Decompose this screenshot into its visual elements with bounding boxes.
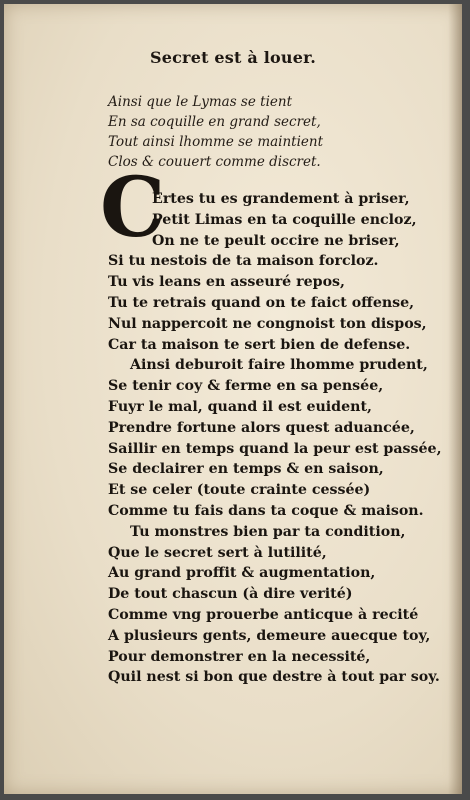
- poem-line: Se declairer en temps & en saison,: [108, 461, 384, 478]
- poem-line: Si tu nestois de ta maison forcloz.: [108, 253, 379, 270]
- page-title: Secret est à louer.: [149, 48, 317, 67]
- poem-line: Se tenir coy & ferme en sa pensée,: [108, 378, 384, 395]
- epigraph-line: Clos & couuert comme discret.: [108, 154, 321, 170]
- poem-line: Au grand proffit & augmentation,: [108, 565, 376, 582]
- poem-line: Comme tu fais dans ta coque & maison.: [108, 502, 424, 519]
- drop-cap: C: [100, 160, 166, 256]
- poem-line: Tu monstres bien par ta condition,: [130, 523, 406, 540]
- poem-line: Saillir en temps quand la peur est passée,: [108, 440, 442, 457]
- epigraph-line: Tout ainsi lhomme se maintient: [108, 134, 324, 150]
- poem-line: On ne te peult occire ne briser,: [152, 232, 400, 249]
- poem-line: Ertes tu es grandement à priser,: [152, 191, 410, 207]
- book-page: [4, 4, 462, 794]
- poem-line: Petit Limas en ta coquille encloz,: [152, 211, 417, 228]
- poem-line: De tout chascun (à dire verité): [108, 586, 353, 603]
- poem-line: Comme vng prouerbe anticque à recité: [108, 606, 419, 623]
- poem-line: Que le secret sert à lutilité,: [108, 544, 327, 561]
- poem-line: A plusieurs gents, demeure auecque toy,: [108, 627, 431, 644]
- poem-line: Quil nest si bon que destre à tout par soy.: [108, 669, 440, 686]
- poem-line: Et se celer (toute crainte cessée): [108, 482, 371, 499]
- poem-line: Fuyr le mal, quand il est euident,: [108, 398, 372, 415]
- poem-line: Prendre fortune alors quest aduancée,: [108, 419, 415, 436]
- poem-line: Nul nappercoit ne congnoist ton dispos,: [108, 315, 427, 332]
- poem-line: Pour demonstrer en la necessité,: [108, 648, 371, 665]
- page-gutter-shadow: [448, 4, 462, 794]
- epigraph-line: En sa coquille en grand secret,: [108, 114, 321, 130]
- poem-line: Tu te retrais quand on te faict offense,: [108, 294, 415, 311]
- poem-line: Ainsi deburoit faire lhomme prudent,: [130, 357, 428, 374]
- epigraph-line: Ainsi que le Lymas se tient: [108, 94, 292, 110]
- poem-line: Tu vis leans en asseuré repos,: [108, 274, 345, 291]
- poem-line: Car ta maison te sert bien de defense.: [108, 336, 411, 353]
